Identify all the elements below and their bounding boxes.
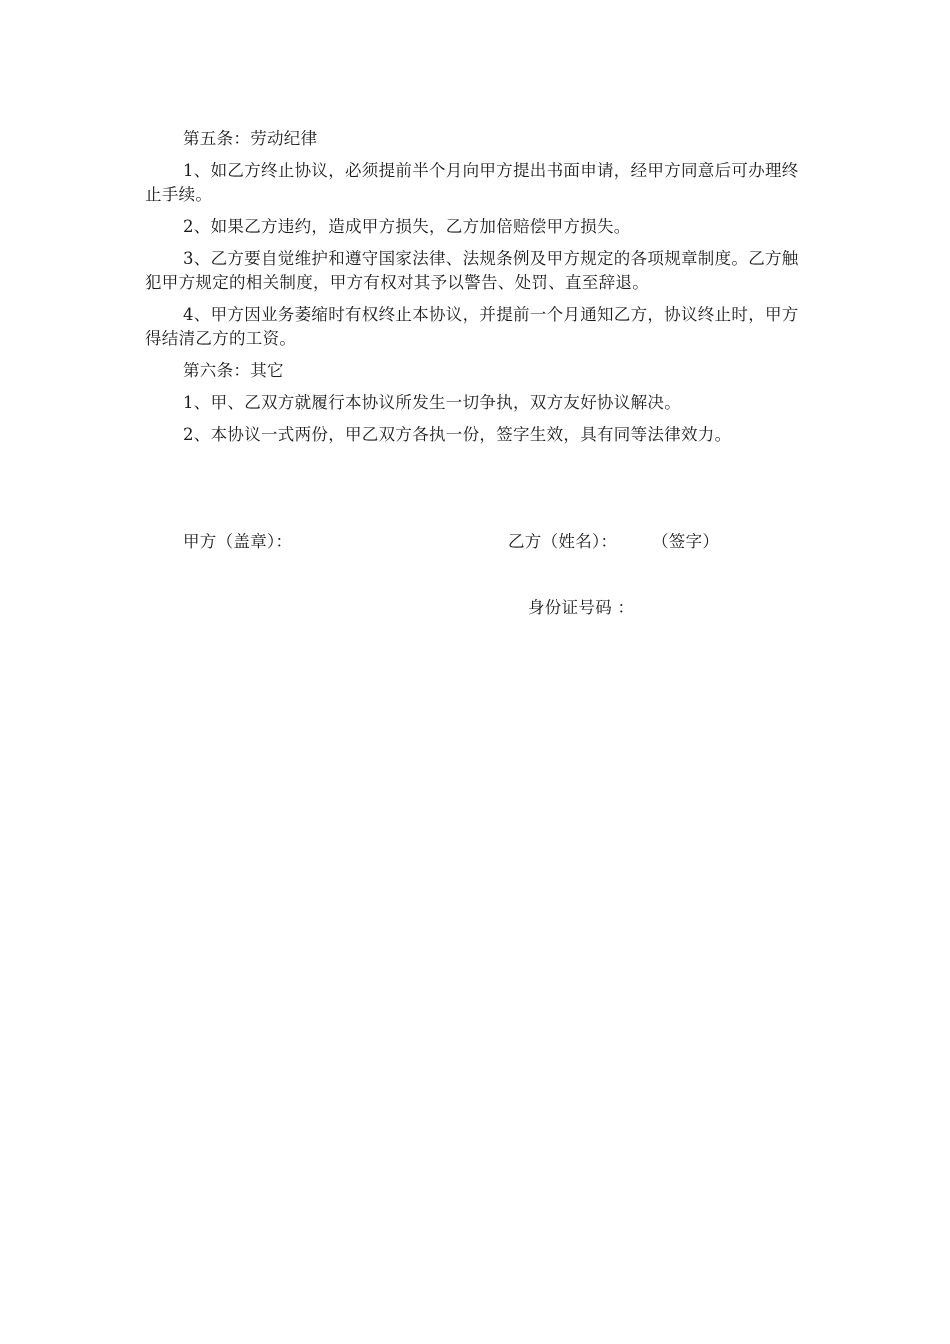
article-5-item-3: 3、乙方要自觉维护和遵守国家法律、法规条例及甲方规定的各项规章制度。乙方触犯甲方规定的相关制度，甲方有权对其予以警告、处罚、直至辞退。	[145, 249, 799, 292]
id-number-label: 身份证号码 ：	[528, 598, 635, 617]
article-6	[145, 359, 813, 447]
article-6-item-2: 2、本协议一式两份，甲乙双方各执一份，签字生效，具有同等法律效力。	[183, 425, 732, 444]
article-5-item-2: 2、如果乙方违约，造成甲方损失，乙方加倍赔偿甲方损失。	[183, 217, 631, 236]
article-5-item-4: 4、甲方因业务萎缩时有权终止本协议，并提前一个月通知乙方，协议终止时，甲方得结清乙方的工资。	[145, 305, 799, 348]
article-5	[145, 127, 813, 351]
article-6-item-1: 1、甲、乙双方就履行本协议所发生一切争执，双方友好协议解决。	[183, 393, 681, 412]
article-5-item-1: 1、如乙方终止协议，必须提前半个月向甲方提出书面申请，经甲方同意后可办理终止手续。	[145, 161, 799, 204]
party-a-seal-label: 甲方（盖章）：	[183, 532, 293, 551]
article-5-heading: 第五条：劳动纪律	[183, 129, 318, 148]
document-body	[145, 127, 813, 455]
party-b-signature-label: （签字）	[652, 532, 720, 551]
article-6-heading: 第六条：其它	[183, 361, 284, 380]
party-b-name-label: 乙方（姓名）：	[508, 532, 618, 551]
